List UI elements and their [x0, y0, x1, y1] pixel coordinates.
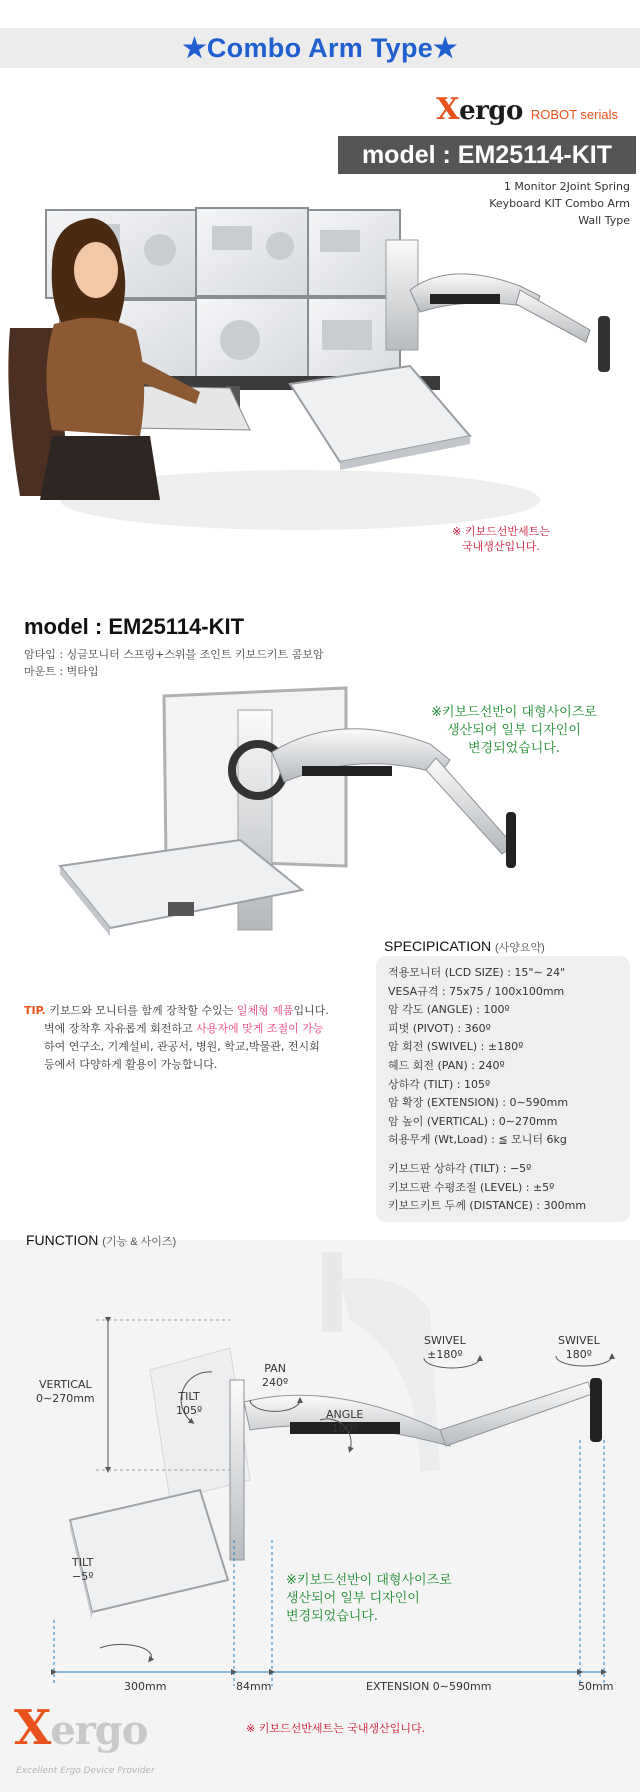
function-design-note	[286, 1572, 466, 1626]
spec-box	[376, 956, 630, 1222]
dim-ext-label: EXTENSION 0∼590mm	[366, 1680, 492, 1693]
label-line: VERTICAL	[39, 1378, 92, 1391]
label-line: 105º	[176, 1404, 203, 1417]
note-line: 생산되어 일부 디자인이	[286, 1591, 420, 1606]
note-line: ※키보드선반이 대형사이즈로	[286, 1573, 452, 1588]
spec-row: 상하각 (TILT) : 105º	[388, 1077, 491, 1091]
brand-logo	[436, 92, 523, 127]
tilt2-arc	[100, 1644, 151, 1660]
label-line: 0∼270mm	[36, 1392, 95, 1405]
tip-text: 벽에 장착후 자유롭게 회전하고	[44, 1022, 193, 1035]
page-title: ★Combo Arm Type★	[182, 32, 458, 63]
footer-logo	[14, 1700, 155, 1776]
spec-row: 허용무게 (Wt,Load) : ≦ 모니터 6kg	[388, 1133, 567, 1147]
desc-line: Wall Type	[578, 214, 630, 227]
label-line: TILT	[178, 1390, 200, 1403]
footer-tagline: Excellent Ergo Device Provider	[16, 1766, 155, 1776]
label-line: PAN	[264, 1362, 286, 1375]
label-line: −5º	[72, 1570, 94, 1583]
brand-logo-x: X	[436, 92, 460, 127]
spec-row: 키보드키트 두께 (DISTANCE) : 300mm	[388, 1199, 587, 1213]
design-change-note	[416, 704, 612, 758]
domestic-note	[436, 524, 566, 554]
wall-mount	[590, 1378, 602, 1442]
spec-row: 암 높이 (VERTICAL) : 0∼270mm	[388, 1114, 558, 1128]
spec-row: VESA규격 : 75x75 / 100x100mm	[388, 984, 565, 998]
tip-paragraph	[24, 1002, 384, 1074]
tip-text: 등에서 다양하게 활용이 가능합니다.	[44, 1058, 218, 1071]
arm-spring-cover	[302, 766, 392, 776]
tilt-label	[176, 1390, 202, 1418]
tip-highlight: 일체형 제품	[236, 1004, 294, 1017]
swivel-label-1	[424, 1334, 466, 1362]
note-line: ※ 키보드선반세트는	[452, 525, 550, 538]
spec-heading	[384, 938, 545, 955]
arm-type: 암타입 : 싱글모니터 스프링+스위블 조인트 키보드키트 콤보암	[24, 648, 324, 661]
keyboard-tray	[70, 1490, 228, 1612]
spec-row: 피벗 (PIVOT) : 360º	[388, 1021, 491, 1035]
footer-logo-x: X	[14, 1700, 51, 1756]
lower-arm	[426, 758, 514, 854]
wall-mount	[506, 812, 516, 868]
label-line: SWIVEL	[424, 1334, 466, 1347]
desc-line: 1 Monitor 2Joint Spring	[503, 180, 630, 193]
model-banner: model : EM25114-KIT	[338, 136, 636, 174]
vertical-label	[36, 1378, 95, 1406]
note-line: ※키보드선반이 대형사이즈로	[431, 705, 597, 720]
footer-logo-text: ergo	[50, 1707, 148, 1754]
tip-highlight: 사용자에 맞게 조절이 가능	[196, 1022, 324, 1035]
tip-tag: TIP.	[24, 1004, 46, 1017]
spec-row: 암 확장 (EXTENSION) : 0∼590mm	[388, 1096, 569, 1110]
note-line: 변경되었습니다.	[467, 741, 561, 756]
title-bar	[0, 28, 640, 68]
label-line: 180º	[565, 1348, 592, 1361]
spec-row: 헤드 회전 (PAN) : 240º	[388, 1058, 505, 1072]
brand	[436, 92, 618, 127]
spec-heading-text: SPECIPICATION	[384, 938, 492, 954]
tip-text: 키보드와 모니터를 함께 장착할 수있는	[49, 1004, 234, 1017]
tip-text: 입니다.	[293, 1004, 329, 1017]
label-line: 240º	[262, 1376, 289, 1389]
dim-50-label: 50mm	[578, 1680, 614, 1693]
arm-illustration	[386, 240, 610, 372]
label-line: 100º	[331, 1422, 358, 1435]
tilt2-label	[72, 1556, 93, 1584]
product-title: model : EM25114-KIT	[24, 614, 245, 639]
note-line: 변경되었습니다.	[286, 1609, 379, 1624]
spec-row: 암 각도 (ANGLE) : 100º	[388, 1003, 510, 1017]
swivel-label-2	[558, 1334, 600, 1362]
hero-illustration	[0, 200, 640, 570]
tray-bracket	[168, 902, 194, 916]
spec-heading-sub: (사양요약)	[494, 942, 545, 954]
domestic-note-bottom: ※ 키보드선반세트는 국내생산입니다.	[246, 1722, 426, 1735]
brand-logo-text: ergo	[459, 96, 523, 126]
lower-arm	[440, 1382, 592, 1446]
dim-84-label: 84mm	[236, 1680, 272, 1693]
label-line: TILT	[72, 1556, 94, 1569]
function-heading-text: FUNCTION	[26, 1232, 99, 1248]
desc-line: Keyboard KIT Combo Arm	[489, 197, 630, 210]
spec-row: 암 회전 (SWIVEL) : ±180º	[388, 1040, 524, 1054]
spec-row: 적용모니터 (LCD SIZE) : 15"∼ 24"	[388, 966, 566, 979]
label-line: SWIVEL	[558, 1334, 600, 1347]
mount-type: 마운트 : 벽타입	[24, 665, 99, 678]
note-line: 국내생산입니다.	[462, 540, 540, 553]
label-line: ±180º	[427, 1348, 463, 1361]
spec-row: 키보드판 상하각 (TILT) : −5º	[388, 1161, 532, 1175]
note-line: 생산되어 일부 디자인이	[447, 723, 581, 738]
function-heading-sub: (기능 & 사이즈)	[102, 1236, 177, 1248]
brand-series: ROBOT serials	[530, 107, 618, 122]
vertical-pole	[230, 1380, 244, 1560]
spec-row: 키보드판 수평조절 (LEVEL) : ±5º	[388, 1180, 555, 1194]
pan-label	[262, 1362, 288, 1390]
tip-text: 하여 연구소, 기계설비, 관공서, 병원, 학교,박물관, 전시회	[44, 1040, 320, 1053]
angle-label	[326, 1408, 363, 1436]
label-line: ANGLE	[326, 1408, 364, 1421]
dim-300-label: 300mm	[124, 1680, 167, 1693]
